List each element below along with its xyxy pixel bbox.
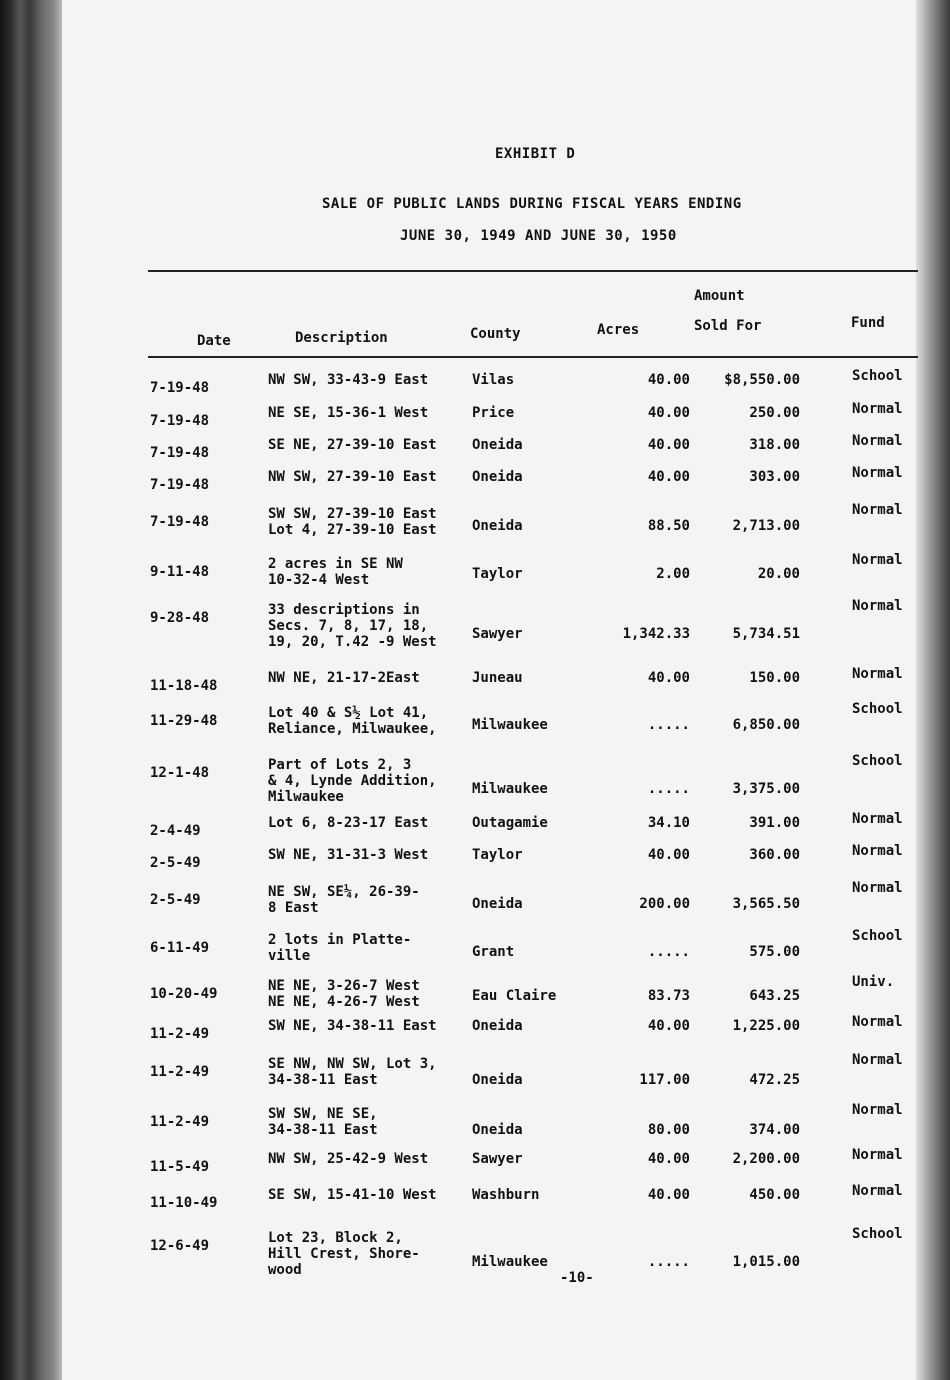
- row-date: 11-5-49: [150, 1159, 210, 1175]
- row-amount: 303.00: [749, 469, 800, 485]
- row-date: 7-19-48: [150, 413, 210, 429]
- row-county: Eau Claire: [472, 988, 557, 1004]
- row-acres: 117.00: [639, 1072, 690, 1088]
- row-acres: 40.00: [647, 1018, 690, 1034]
- row-date: 2-4-49: [150, 823, 201, 839]
- row-amount: 391.00: [749, 815, 800, 831]
- row-date: 11-18-48: [150, 678, 218, 694]
- row-acres: .....: [647, 944, 690, 960]
- row-acres: 40.00: [647, 670, 690, 686]
- row-fund: Normal: [852, 598, 903, 614]
- row-acres: 1,342.33: [622, 626, 690, 642]
- row-amount: 472.25: [749, 1072, 800, 1088]
- row-acres: 40.00: [647, 405, 690, 421]
- row-date: 11-29-48: [150, 713, 218, 729]
- row-date: 12-1-48: [150, 765, 210, 781]
- row-acres: .....: [647, 717, 690, 733]
- row-date: 2-5-49: [150, 892, 201, 908]
- document-title-line2: JUNE 30, 1949 AND JUNE 30, 1950: [400, 228, 677, 244]
- row-fund: Normal: [852, 1014, 903, 1030]
- row-acres: 88.50: [647, 518, 690, 534]
- row-county: Juneau: [472, 670, 523, 686]
- row-description: NW SW, 27-39-10 East: [268, 469, 437, 485]
- row-date: 6-11-49: [150, 940, 210, 956]
- row-county: Price: [472, 405, 515, 421]
- row-date: 11-2-49: [150, 1064, 210, 1080]
- row-date: 11-10-49: [150, 1195, 218, 1211]
- column-header-acres: Acres: [597, 322, 640, 338]
- row-fund: Normal: [852, 433, 903, 449]
- row-fund: School: [852, 753, 903, 769]
- row-fund: Normal: [852, 1183, 903, 1199]
- row-county: Oneida: [472, 1018, 523, 1034]
- page-number: -10-: [560, 1270, 594, 1286]
- row-acres: 40.00: [647, 437, 690, 453]
- row-acres: 200.00: [639, 896, 690, 912]
- row-amount: 250.00: [749, 405, 800, 421]
- row-fund: Univ.: [852, 974, 895, 990]
- row-fund: Normal: [852, 666, 903, 682]
- row-date: 7-19-48: [150, 477, 210, 493]
- row-county: Taylor: [472, 847, 523, 863]
- column-header-county: County: [470, 326, 521, 342]
- row-fund: Normal: [852, 1052, 903, 1068]
- row-description: NE SW, SE¼, 26-39- 8 East: [268, 884, 420, 916]
- row-date: 11-2-49: [150, 1026, 210, 1042]
- row-fund: Normal: [852, 1102, 903, 1118]
- row-description: 2 acres in SE NW 10-32-4 West: [268, 556, 403, 588]
- row-acres: 34.10: [647, 815, 690, 831]
- row-fund: School: [852, 368, 903, 384]
- row-county: Grant: [472, 944, 515, 960]
- row-amount: 360.00: [749, 847, 800, 863]
- row-amount: 575.00: [749, 944, 800, 960]
- row-description: SE SW, 15-41-10 West: [268, 1187, 437, 1203]
- row-fund: Normal: [852, 880, 903, 896]
- row-county: Oneida: [472, 896, 523, 912]
- row-acres: .....: [647, 781, 690, 797]
- row-acres: .....: [647, 1254, 690, 1270]
- row-description: SE NE, 27-39-10 East: [268, 437, 437, 453]
- row-amount: 318.00: [749, 437, 800, 453]
- row-date: 9-28-48: [150, 610, 210, 626]
- row-acres: 40.00: [647, 1187, 690, 1203]
- row-county: Oneida: [472, 518, 523, 534]
- row-amount: 3,565.50: [732, 896, 800, 912]
- row-description: NE NE, 3-26-7 West NE NE, 4-26-7 West: [268, 978, 420, 1010]
- row-acres: 83.73: [647, 988, 690, 1004]
- row-date: 11-2-49: [150, 1114, 210, 1130]
- row-date: 7-19-48: [150, 380, 210, 396]
- row-county: Vilas: [472, 372, 515, 388]
- column-header-description: Description: [295, 330, 388, 346]
- column-header-sold-for: Sold For: [694, 318, 762, 334]
- row-acres: 40.00: [647, 1151, 690, 1167]
- row-fund: Normal: [852, 502, 903, 518]
- row-amount: 3,375.00: [732, 781, 800, 797]
- row-acres: 80.00: [647, 1122, 690, 1138]
- row-description: 33 descriptions in Secs. 7, 8, 17, 18, 19, 20, T.42 -9 West: [268, 602, 437, 650]
- row-acres: 40.00: [647, 847, 690, 863]
- row-county: Milwaukee: [472, 717, 548, 733]
- row-fund: School: [852, 1226, 903, 1242]
- row-description: SW SW, NE SE, 34-38-11 East: [268, 1106, 378, 1138]
- row-fund: Normal: [852, 1147, 903, 1163]
- row-amount: 5,734.51: [732, 626, 800, 642]
- row-fund: School: [852, 701, 903, 717]
- row-amount: 643.25: [749, 988, 800, 1004]
- row-fund: School: [852, 928, 903, 944]
- row-description: SE NW, NW SW, Lot 3, 34-38-11 East: [268, 1056, 437, 1088]
- exhibit-heading: EXHIBIT D: [495, 146, 576, 162]
- row-amount: 1,225.00: [732, 1018, 800, 1034]
- row-fund: Normal: [852, 843, 903, 859]
- row-acres: 2.00: [656, 566, 690, 582]
- row-acres: 40.00: [647, 469, 690, 485]
- row-fund: Normal: [852, 465, 903, 481]
- row-county: Oneida: [472, 1072, 523, 1088]
- row-county: Sawyer: [472, 626, 523, 642]
- row-amount: 374.00: [749, 1122, 800, 1138]
- row-description: Lot 40 & S½ Lot 41, Reliance, Milwaukee,: [268, 705, 437, 737]
- header-bottom-rule: [148, 356, 918, 358]
- row-description: SW NE, 31-31-3 West: [268, 847, 429, 863]
- row-date: 7-19-48: [150, 514, 210, 530]
- row-date: 9-11-48: [150, 564, 210, 580]
- row-description: 2 lots in Platte- ville: [268, 932, 412, 964]
- row-county: Milwaukee: [472, 781, 548, 797]
- column-header-amount: Amount: [694, 288, 745, 304]
- row-county: Milwaukee: [472, 1254, 548, 1270]
- row-date: 10-20-49: [150, 986, 218, 1002]
- row-description: Part of Lots 2, 3 & 4, Lynde Addition, Milwaukee: [268, 757, 437, 805]
- row-county: Washburn: [472, 1187, 540, 1203]
- row-date: 2-5-49: [150, 855, 201, 871]
- row-amount: 6,850.00: [732, 717, 800, 733]
- row-amount: 1,015.00: [732, 1254, 800, 1270]
- row-amount: 2,713.00: [732, 518, 800, 534]
- row-county: Oneida: [472, 1122, 523, 1138]
- row-acres: 40.00: [647, 372, 690, 388]
- row-county: Outagamie: [472, 815, 548, 831]
- row-amount: 20.00: [757, 566, 800, 582]
- row-description: NE SE, 15-36-1 West: [268, 405, 429, 421]
- row-amount: 150.00: [749, 670, 800, 686]
- book-binding: [0, 0, 62, 1380]
- row-amount: 450.00: [749, 1187, 800, 1203]
- row-county: Sawyer: [472, 1151, 523, 1167]
- row-date: 12-6-49: [150, 1238, 210, 1254]
- column-header-fund: Fund: [851, 315, 885, 331]
- page-right-edge: [916, 0, 950, 1380]
- row-description: Lot 6, 8-23-17 East: [268, 815, 429, 831]
- row-fund: Normal: [852, 401, 903, 417]
- row-description: SW NE, 34-38-11 East: [268, 1018, 437, 1034]
- document-title-line1: SALE OF PUBLIC LANDS DURING FISCAL YEARS ENDING: [322, 196, 742, 212]
- row-amount: $8,550.00: [724, 372, 800, 388]
- row-amount: 2,200.00: [732, 1151, 800, 1167]
- row-date: 7-19-48: [150, 445, 210, 461]
- row-description: NW SW, 33-43-9 East: [268, 372, 429, 388]
- header-top-rule: [148, 270, 918, 272]
- row-description: NW SW, 25-42-9 West: [268, 1151, 429, 1167]
- row-county: Oneida: [472, 437, 523, 453]
- row-county: Oneida: [472, 469, 523, 485]
- row-county: Taylor: [472, 566, 523, 582]
- row-description: Lot 23, Block 2, Hill Crest, Shore- wood: [268, 1230, 420, 1278]
- row-description: SW SW, 27-39-10 East Lot 4, 27-39-10 East: [268, 506, 437, 538]
- column-header-date: Date: [197, 333, 231, 349]
- row-fund: Normal: [852, 811, 903, 827]
- row-fund: Normal: [852, 552, 903, 568]
- row-description: NW NE, 21-17-2East: [268, 670, 420, 686]
